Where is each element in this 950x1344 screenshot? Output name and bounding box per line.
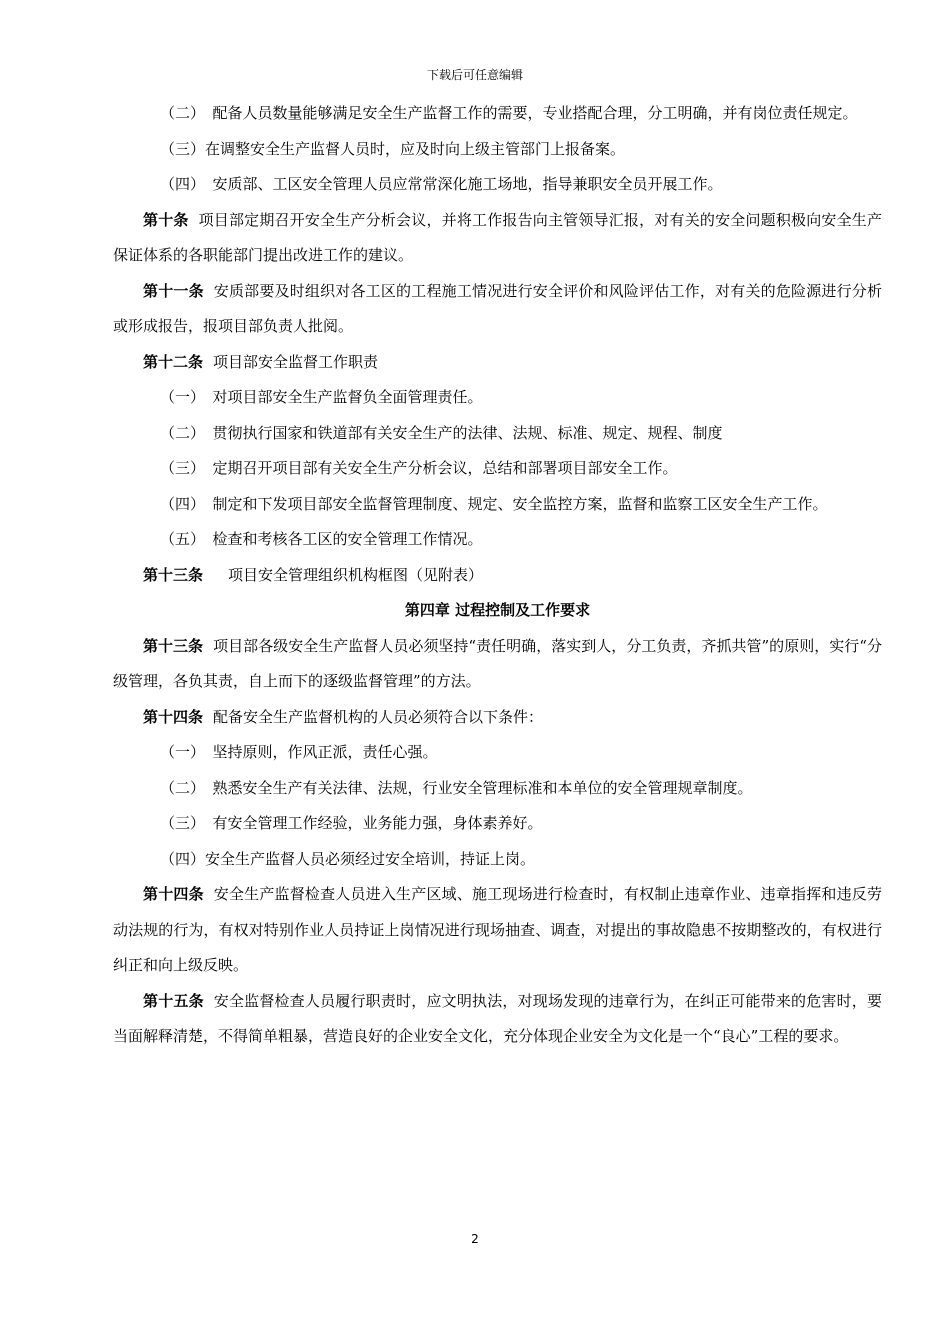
- article-label: 第十一条: [143, 281, 204, 300]
- article-label: 第十四条: [143, 885, 204, 903]
- article-paragraph: [113, 629, 882, 700]
- document-body: [113, 96, 882, 1055]
- article-paragraph: [113, 558, 882, 594]
- page-number: 2: [471, 1232, 479, 1246]
- article-paragraph: [113, 984, 882, 1055]
- article-label: 第十三条: [143, 636, 204, 655]
- list-item: （一） 坚持原则，作风正派，责任心强。: [160, 743, 438, 761]
- article-text: 项目部安全监督工作职责: [213, 352, 379, 371]
- list-item: （五） 检查和考核各工区的安全管理工作情况。: [160, 530, 483, 548]
- list-item: （三）在调整安全生产监督人员时，应及时向上级主管部门上报备案。: [160, 139, 626, 158]
- article-text: 项目部各级安全生产监督人员必须坚持“责任明确，落实到人，分工负责，齐抓共管”的原则，实行“分级管理，各负其责，自上而下的逐级监督管理”的方法。: [113, 636, 882, 690]
- article-label: 第十二条: [143, 352, 204, 371]
- article-text: 安全生产监督检查人员进入生产区域、施工现场进行检查时，有权制止违章作业、违章指挥和违反劳动法规的行为，有权对特别作业人员持证上岗情况进行现场抽查、调查，对提出的事故隐患不按期整改的，有权进行纠正和向上级反映。: [113, 885, 882, 974]
- list-item: （三） 有安全管理工作经验，业务能力强，身体素养好。: [160, 814, 543, 832]
- article-paragraph: [113, 274, 882, 345]
- list-item: （二） 贯彻执行国家和铁道部有关安全生产的法律、法规、标准、规定、规程、制度: [160, 423, 723, 442]
- list-item: （四） 安质部、工区安全管理人员应常常深化施工场地，指导兼职安全员开展工作。: [160, 175, 723, 193]
- list-item: （三） 定期召开项目部有关安全生产分析会议，总结和部署项目部安全工作。: [160, 459, 678, 477]
- article-label: 第十四条: [143, 707, 204, 726]
- article-text: 项目部定期召开安全生产分析会议，并将工作报告向主管领导汇报，对有关的安全问题积极向安全生产保证体系的各职能部门提出改进工作的建议。: [113, 210, 882, 264]
- list-item: （二） 熟悉安全生产有关法律、法规，行业安全管理标准和本单位的安全管理规章制度。: [160, 778, 753, 797]
- article-paragraph: [113, 203, 882, 274]
- chapter-heading: 第四章 过程控制及工作要求: [404, 601, 591, 619]
- list-item: （四） 制定和下发项目部安全监督管理制度、规定、安全监控方案，监督和监察工区安全生产工作。: [160, 494, 828, 513]
- article-text: 配备安全生产监督机构的人员必须符合以下条件：: [213, 707, 544, 726]
- list-item: （二） 配备人员数量能够满足安全生产监督工作的需要，专业搭配合理，分工明确，并有岗位责任规定。: [160, 104, 858, 122]
- article-label: 第十五条: [143, 991, 204, 1010]
- article-paragraph: [113, 345, 882, 381]
- list-item: （四）安全生产监督人员必须经过安全培训，持证上岗。: [160, 849, 536, 868]
- article-text: 安质部要及时组织对各工区的工程施工情况进行安全评价和风险评估工作，对有关的危险源进行分析或形成报告，报项目部负责人批阅。: [113, 281, 882, 335]
- article-label: 第十三条: [143, 565, 204, 584]
- page-header: 下载后可任意编辑: [426, 68, 523, 82]
- article-paragraph: [113, 700, 882, 736]
- article-text: 项目安全管理组织机构框图（见附表）: [213, 565, 484, 584]
- article-text: 安全监督检查人员履行职责时，应文明执法，对现场发现的违章行为，在纠正可能带来的危害时，要当面解释清楚，不得简单粗暴，营造良好的企业安全文化，充分体现企业安全为文化是一个“良心”工程的要求。: [113, 991, 882, 1045]
- article-label: 第十条: [143, 210, 189, 229]
- list-item: （一） 对项目部安全生产监督负全面管理责任。: [160, 388, 483, 406]
- article-paragraph: [113, 877, 882, 984]
